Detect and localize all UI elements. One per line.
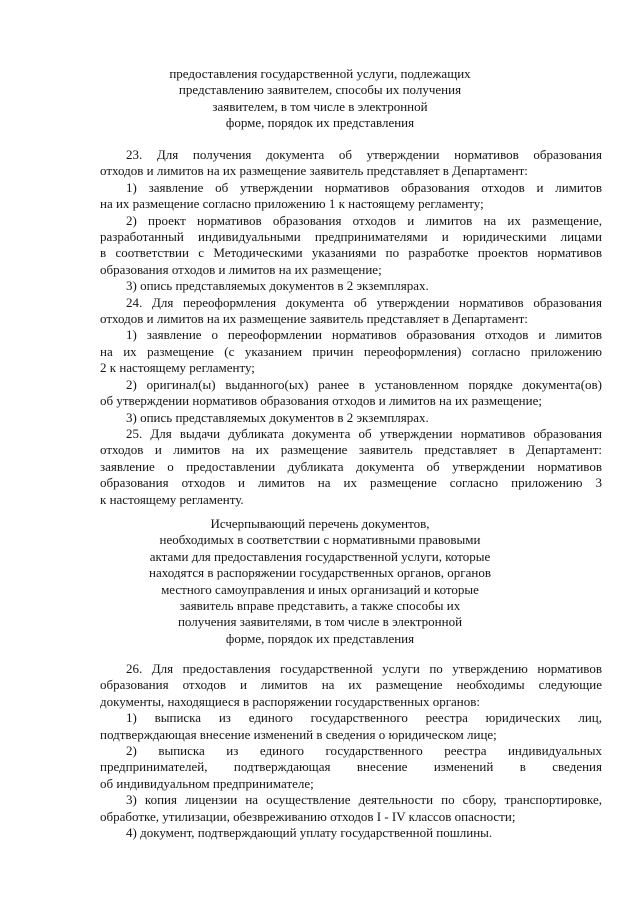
heading-line: получения заявителями, в том числе в электронной — [177, 614, 463, 630]
paragraph-p23-3 — [100, 278, 602, 294]
paragraph-line: 4) документ, подтверждающий уплату государственной пошлины. — [126, 825, 493, 841]
paragraph-p24 — [100, 295, 602, 328]
paragraph-line: 1) заявление о переоформлении нормативов образования отходов и лимитов — [126, 327, 602, 343]
paragraph-p26-4 — [100, 825, 602, 841]
paragraph-line: 3) опись представляемых документов в 2 экземплярах. — [126, 278, 429, 294]
heading-line: Исчерпывающий перечень документов, — [210, 516, 430, 531]
paragraph-line: об индивидуальном предпринимателе; — [100, 775, 314, 791]
paragraph-line: 26. Для предоставления государственной услуги по утверждению нормативов — [126, 661, 602, 676]
section-heading-documents-in-agency-possession — [100, 516, 540, 647]
paragraph-line: образования отходов и лимитов на их размещение; — [100, 261, 382, 277]
paragraph-p23-1 — [100, 180, 602, 213]
paragraph-p26-3 — [100, 792, 602, 825]
paragraph-line: образования отходов и лимитов на их размещение согласно приложению 3 — [100, 475, 602, 491]
paragraph-p25 — [100, 426, 602, 508]
paragraph-p24-2 — [100, 377, 602, 410]
heading-line: находятся в распоряжении государственных органов, органов — [149, 565, 491, 581]
paragraph-line: обработке, утилизации, обезвреживанию отходов I - IV классов опасности; — [100, 808, 516, 824]
paragraph-line: 2) выписка из единого государственного реестра индивидуальных — [126, 743, 602, 759]
section-body-documents-in-agency-possession — [100, 661, 602, 841]
paragraph-line: об утверждении нормативов образования отходов и лимитов на их размещение; — [100, 393, 542, 409]
heading-line: форме, порядок их представления — [225, 630, 415, 646]
paragraph-line: 3) копия лицензии на осуществление деятельности по сбору, транспортировке, — [126, 792, 602, 808]
paragraph-line: отходов и лимитов на их размещение заявитель представляет в Департамент: — [100, 163, 528, 179]
paragraph-p24-1 — [100, 327, 602, 376]
paragraph-p26-2 — [100, 743, 602, 792]
heading-line: представлению заявителем, способы их получения — [178, 82, 462, 98]
paragraph-line: на их размещение согласно приложению 1 к настоящему регламенту; — [100, 196, 484, 212]
paragraph-line: 25. Для выдачи дубликата документа об утверждении нормативов образования — [126, 425, 602, 441]
paragraph-line: 3) опись представляемых документов в 2 экземплярах. — [126, 409, 429, 425]
paragraph-line: разработанный индивидуальными предпринимателями и юридическими лицами — [100, 229, 602, 245]
heading-line: местного самоуправления и иных организаций и которые — [161, 581, 479, 597]
heading-line: актами для предоставления государственной услуги, которые — [149, 548, 491, 564]
paragraph-p24-3 — [100, 410, 602, 426]
paragraph-line: 1) заявление об утверждении нормативов образования отходов и лимитов — [126, 179, 602, 195]
heading-line: предоставления государственной услуги, подлежащих — [169, 66, 471, 81]
paragraph-p26 — [100, 661, 602, 710]
paragraph-p23-2 — [100, 213, 602, 279]
heading-line: форме, порядок их представления — [225, 115, 415, 131]
paragraph-p23 — [100, 147, 602, 180]
paragraph-line: 23. Для получения документа об утверждении нормативов образования — [126, 147, 602, 162]
heading-line: необходимых в соответствии с нормативными правовыми — [159, 532, 481, 548]
paragraph-line: на их размещение (с указанием причин переоформления) согласно приложению — [100, 343, 602, 359]
paragraph-line: 2) проект нормативов образования отходов и лимитов на их размещение, — [126, 212, 602, 228]
paragraph-line: отходов и лимитов на их размещение заявитель представляет в Департамент: — [100, 311, 528, 327]
paragraph-line: 2 к настоящему регламенту; — [100, 360, 255, 376]
paragraph-line: 1) выписка из единого государственного реестра юридических лиц, — [126, 710, 602, 726]
heading-line: заявителем, в том числе в электронной — [212, 98, 428, 114]
paragraph-line: образования отходов и лимитов на их размещение необходимы следующие — [100, 677, 602, 693]
paragraph-line: документы, находящиеся в распоряжении государственных органов: — [100, 693, 481, 709]
paragraph-p26-1 — [100, 710, 602, 743]
paragraph-line: 24. Для переоформления документа об утверждении нормативов образования — [126, 294, 602, 310]
paragraph-line: в соответствии с Методическими указаниями по разработке проектов нормативов — [100, 245, 602, 261]
section-body-documents-required — [100, 147, 602, 508]
paragraph-line: отходов и лимитов на их размещение заявитель представляет в Департамент: — [100, 442, 602, 458]
paragraph-line: 2) оригинал(ы) выданного(ых) ранее в установленном порядке документа(ов) — [126, 376, 602, 392]
paragraph-line: заявление о предоставлении дубликата документа об утверждении нормативов — [100, 458, 602, 474]
heading-line: заявитель вправе представить, а также способы их — [179, 598, 461, 614]
paragraph-line: подтверждающая внесение изменений в сведения о юридическом лице; — [100, 726, 497, 742]
paragraph-line: предпринимателей, подтверждающая внесение изменений в сведения — [100, 759, 602, 775]
paragraph-line: к настоящему регламенту. — [100, 491, 244, 507]
section-heading-documents-required — [100, 66, 540, 132]
